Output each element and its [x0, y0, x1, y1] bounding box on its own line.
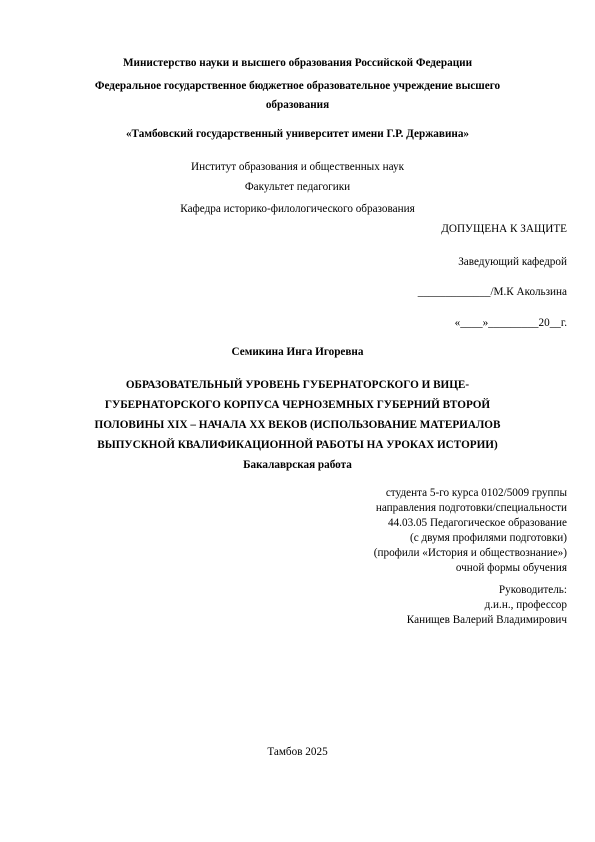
- supervisor-name: Канищев Валерий Владимирович: [406, 614, 567, 626]
- thesis-title-line: ГУБЕРНАТОРСКОГО КОРПУСА ЧЕРНОЗЕМНЫХ ГУБЕРНИЙ ВТОРОЙ: [104, 399, 491, 411]
- ministry-line: Министерство науки и высшего образования Российской Федерации: [122, 57, 473, 69]
- thesis-title-line: ОБРАЗОВАТЕЛЬНЫЙ УРОВЕНЬ ГУБЕРНАТОРСКОГО И ВИЦЕ-: [125, 379, 470, 391]
- university-name: «Тамбовский государственный университет имени Г.Р. Державина»: [125, 128, 470, 140]
- city-year: Тамбов 2025: [267, 746, 328, 758]
- work-type: Бакалаврская работа: [243, 459, 352, 471]
- head-of-department-title: Заведующий кафедрой: [458, 256, 567, 268]
- approval-status: ДОПУЩЕНА К ЗАЩИТЕ: [441, 223, 567, 235]
- student-info-line: (с двумя профилями подготовки): [409, 532, 567, 544]
- supervisor-degree: д.и.н., профессор: [484, 599, 567, 611]
- student-info-line: (профили «История и обществознание»): [373, 547, 567, 559]
- date-line: «____»_________20__г.: [454, 317, 567, 329]
- student-info-line: 44.03.05 Педагогическое образование: [387, 517, 567, 529]
- author-name: Семикина Инга Игоревна: [231, 346, 364, 358]
- institution-line-2: образования: [265, 99, 330, 111]
- thesis-title-line: ВЫПУСКНОЙ КВАЛИФИКАЦИОННОЙ РАБОТЫ НА УРОКАХ ИСТОРИИ): [97, 439, 498, 451]
- signature-line: _____________/М.К Акользина: [417, 286, 567, 298]
- faculty-name: Факультет педагогики: [244, 181, 351, 193]
- thesis-title-line: ПОЛОВИНЫ XIX – НАЧАЛА XX ВЕКОВ (ИСПОЛЬЗОВАНИЕ МАТЕРИАЛОВ: [94, 419, 501, 431]
- student-info-line: направления подготовки/специальности: [375, 502, 567, 514]
- institution-line-1: Федеральное государственное бюджетное образовательное учреждение высшего: [94, 80, 501, 92]
- student-info-line: студента 5-го курса 0102/5009 группы: [385, 487, 567, 499]
- supervisor-label: Руководитель:: [498, 584, 567, 596]
- student-info-line: очной формы обучения: [455, 562, 567, 574]
- institute-name: Институт образования и общественных наук: [191, 161, 404, 173]
- department-name: Кафедра историко-филологического образования: [180, 203, 415, 215]
